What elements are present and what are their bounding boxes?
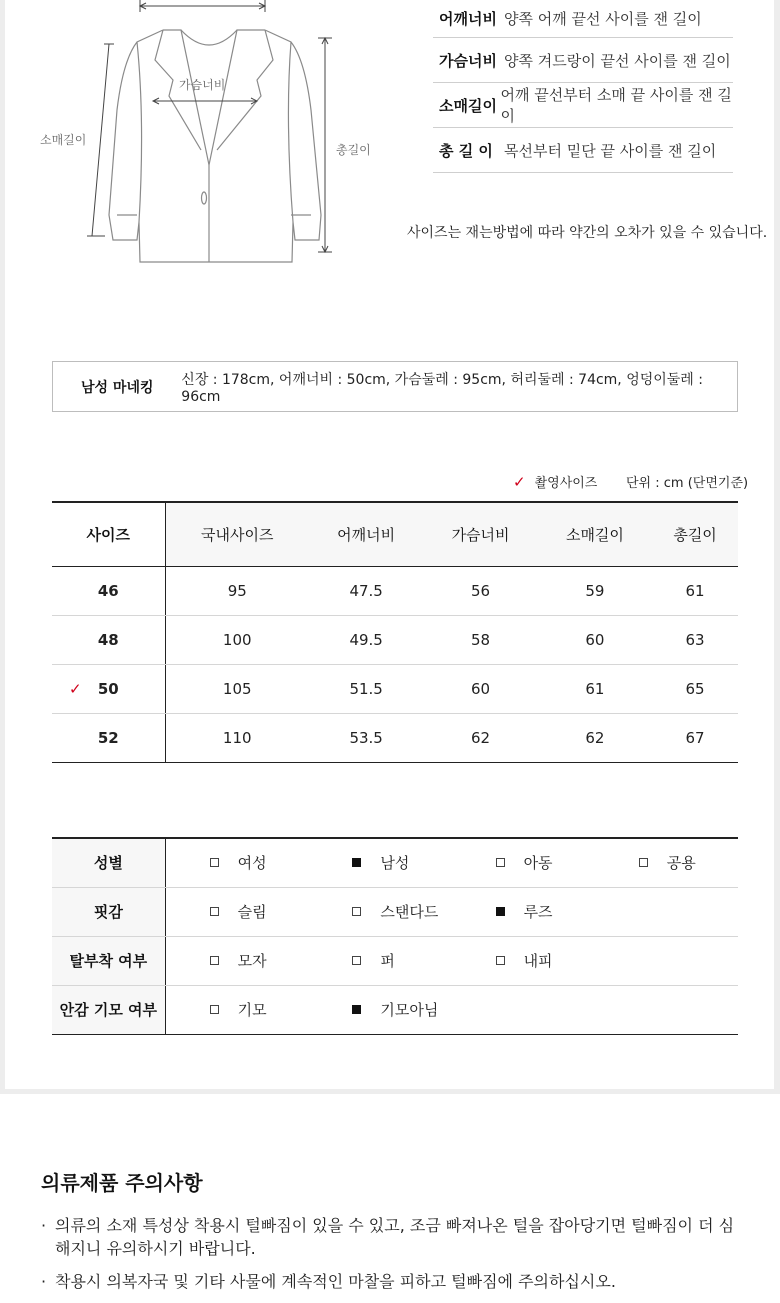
option-label: 기모아님 (380, 1001, 439, 1019)
chest-dimension-line (153, 98, 257, 104)
table-row (52, 664, 738, 713)
attribute-row-detachable (52, 936, 738, 985)
attribute-option (308, 985, 451, 1034)
photo-size-label: 촬영사이즈 (534, 476, 598, 491)
size-cell (52, 664, 165, 713)
care-instructions-list (41, 1214, 741, 1303)
definition-description: 양쪽 어깨 끝선 사이를 잰 길이 (504, 10, 702, 28)
option-label: 루즈 (523, 903, 553, 921)
table-cell: 61 (652, 566, 738, 615)
table-cell: 95 (165, 566, 309, 615)
option-label: 남성 (380, 854, 410, 873)
definition-term: 총 길 이 (439, 141, 493, 160)
table-row (52, 713, 738, 762)
table-cell: 62 (423, 713, 537, 762)
attribute-row-gender (52, 838, 738, 887)
table-cell: 53.5 (309, 713, 423, 762)
definition-row (433, 0, 733, 38)
checkbox-icon (352, 858, 361, 867)
column-header: 소매길이 (538, 502, 652, 566)
attribute-option (165, 838, 308, 887)
measurement-notice: 사이즈는 재는방법에 따라 약간의 오차가 있을 수 있습니다. (407, 225, 768, 241)
attribute-option (308, 887, 451, 936)
table-cell: 60 (423, 664, 537, 713)
table-row (52, 615, 738, 664)
size-cell (52, 615, 165, 664)
definition-description: 양쪽 겨드랑이 끝선 사이를 잰 길이 (504, 51, 731, 70)
attribute-label: 탈부착 여부 (52, 936, 165, 985)
jacket-outline (109, 30, 321, 262)
checkbox-icon (210, 858, 219, 867)
option-label: 아동 (523, 854, 553, 873)
option-label: 모자 (237, 952, 267, 970)
checkbox-icon (210, 907, 219, 916)
table-cell: 65 (652, 664, 738, 713)
attribute-option (165, 887, 308, 936)
option-label: 슬림 (237, 903, 267, 921)
list-item: · 의류의 소재 특성상 착용시 털빠짐이 있을 수 있고, 조금 빠져나온 털을 잡아당기면 털빠짐이 더 심해지니 유의하시기 바랍니다. (41, 1214, 741, 1260)
column-header: 총길이 (652, 502, 738, 566)
attribute-option-empty (595, 887, 738, 936)
table-cell: 49.5 (309, 615, 423, 664)
table-cell: 58 (423, 615, 537, 664)
attribute-label: 핏감 (52, 887, 165, 936)
checkbox-icon (496, 956, 505, 965)
unit-label: 단위 : cm (단면기준) (626, 476, 749, 491)
option-label: 공용 (666, 854, 696, 873)
attribute-row-lining (52, 985, 738, 1034)
checkbox-icon (496, 907, 505, 916)
check-icon: ✓ (513, 472, 526, 491)
table-cell: 67 (652, 713, 738, 762)
checkbox-icon (210, 956, 219, 965)
definition-term: 소매길이 (439, 96, 497, 115)
attribute-option (452, 887, 595, 936)
attribute-option (452, 936, 595, 985)
total-length-label: 총길이 (336, 143, 371, 157)
attribute-option (308, 838, 451, 887)
checkbox-icon (352, 1005, 361, 1014)
option-label: 기모 (237, 1001, 267, 1019)
attribute-option-empty (595, 936, 738, 985)
size-cell (52, 566, 165, 615)
checkbox-icon (210, 1005, 219, 1014)
option-label: 내피 (523, 952, 553, 970)
checkbox-icon (496, 858, 505, 867)
column-header: 가슴너비 (423, 502, 537, 566)
sleeve-length-label: 소매길이 (40, 133, 87, 147)
table-cell: 62 (538, 713, 652, 762)
column-header: 사이즈 (52, 502, 165, 566)
definition-row (433, 83, 733, 128)
attribute-option (165, 985, 308, 1034)
definition-row (433, 38, 733, 83)
option-label: 스탠다드 (380, 903, 439, 921)
size-value: 52 (97, 728, 119, 747)
shoulder-dimension-line (140, 0, 265, 12)
definition-row (433, 128, 733, 173)
table-cell: 56 (423, 566, 537, 615)
attribute-option (595, 838, 738, 887)
attribute-option (165, 936, 308, 985)
table-cell: 47.5 (309, 566, 423, 615)
mannequin-measurements: 신장 : 178cm, 어깨너비 : 50cm, 가슴둘레 : 95cm, 허리둘레 : 74cm, 엉덩이둘레 : 96cm (181, 371, 703, 405)
checkbox-icon (352, 956, 361, 965)
definition-description: 목선부터 밑단 끝 사이를 잰 길이 (504, 141, 717, 160)
attribute-label: 성별 (52, 838, 165, 887)
product-attribute-table (52, 837, 738, 1035)
care-section-title: 의류제품 주의사항 (41, 1171, 203, 1195)
definition-description: 어깨 끝선부터 소매 끝 사이를 잰 길이 (500, 86, 732, 125)
attribute-label: 안감 기모 여부 (52, 985, 165, 1034)
attribute-row-fit (52, 887, 738, 936)
size-value: 50 (97, 679, 119, 698)
size-info-card (5, 0, 774, 1089)
table-row (52, 566, 738, 615)
chest-width-label: 가슴너비 (179, 78, 226, 92)
attribute-option (452, 838, 595, 887)
check-icon: ✓ (69, 679, 82, 698)
mannequin-info-box (52, 361, 738, 412)
definition-term: 어깨너비 (439, 10, 497, 28)
option-label: 퍼 (380, 952, 395, 970)
table-cell: 63 (652, 615, 738, 664)
table-cell: 61 (538, 664, 652, 713)
definition-term: 가슴너비 (439, 51, 497, 70)
table-cell: 105 (165, 664, 309, 713)
measurement-definitions (433, 0, 733, 173)
column-header: 어깨너비 (309, 502, 423, 566)
checkbox-icon (639, 858, 648, 867)
table-cell: 60 (538, 615, 652, 664)
size-table (52, 501, 738, 763)
column-header: 국내사이즈 (165, 502, 309, 566)
size-value: 46 (97, 581, 119, 600)
mannequin-title: 남성 마네킹 (81, 379, 154, 396)
photo-size-legend (513, 472, 597, 491)
size-cell (52, 713, 165, 762)
table-cell: 59 (538, 566, 652, 615)
option-label: 여성 (237, 854, 267, 873)
table-cell: 51.5 (309, 664, 423, 713)
size-value: 48 (97, 630, 119, 649)
attribute-option-empty (595, 985, 738, 1034)
attribute-option (308, 936, 451, 985)
list-item: · 착용시 의복자국 및 기타 사물에 계속적인 마찰을 피하고 털빠짐에 주의하십시오. (41, 1270, 741, 1293)
size-table-header (52, 502, 738, 566)
checkbox-icon (352, 907, 361, 916)
table-cell: 110 (165, 713, 309, 762)
attribute-option-empty (452, 985, 595, 1034)
table-cell: 100 (165, 615, 309, 664)
